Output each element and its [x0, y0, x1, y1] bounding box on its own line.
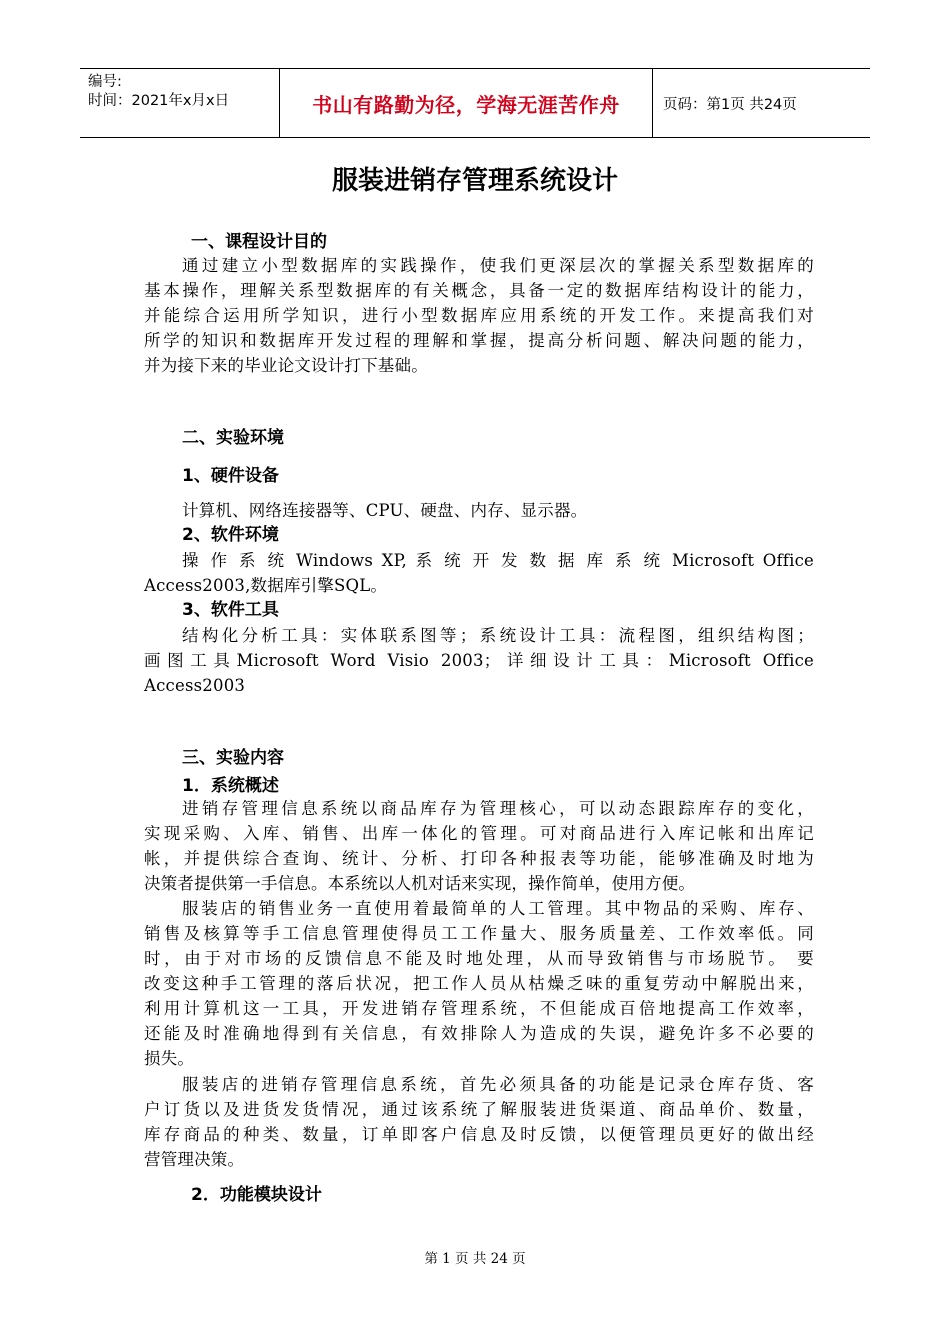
page-footer: 第 1 页 共 24 页: [424, 1251, 526, 1267]
paragraph-line: Access2003: [144, 676, 246, 695]
paragraph-line: 决策者提供第一手信息。本系统以人机对话来实现，操作简单，使用方便。: [144, 874, 696, 893]
subheading-hardware: 1、硬件设备: [182, 466, 279, 486]
paragraph-line: 进销存管理信息系统以商品库存为管理核心，可以动态跟踪库存的变化，: [182, 799, 814, 818]
paragraph-line: 实现采购、入库、销售、出库一体化的管理。可对商品进行入库记帐和出库记: [144, 824, 814, 843]
subheading-modules: 2．功能模块设计: [191, 1185, 322, 1205]
paragraph-line: 通过建立小型数据库的实践操作，使我们更深层次的掌握关系型数据库的: [182, 256, 814, 275]
section-heading-content: 三、实验内容: [182, 748, 284, 768]
document-title: 服装进销存管理系统设计: [331, 166, 618, 196]
paragraph-line: 时，由于对市场的反馈信息不能及时地处理，从而导致销售与市场脱节。 要: [144, 949, 814, 968]
paragraph-line: 并为接下来的毕业论文设计打下基础。: [144, 356, 428, 375]
paragraph-line: 销售及核算等手工信息管理使得员工工作量大、服务质量差、工作效率低。同: [144, 924, 814, 943]
paragraph-line: 库存商品的种类、数量，订单即客户信息及时反馈，以便管理员更好的做出经: [144, 1125, 814, 1144]
header-number-label: 编号:: [88, 74, 122, 90]
subheading-software: 2、软件环境: [182, 525, 279, 545]
paragraph-line: 服装店的进销存管理信息系统，首先必须具备的功能是记录仓库存货、客: [182, 1075, 814, 1094]
subheading-tools: 3、软件工具: [182, 600, 279, 620]
paragraph-line: 计算机、网络连接器等、CPU、硬盘、内存、显示器。: [182, 501, 588, 520]
subheading-overview: 1．系统概述: [182, 776, 279, 796]
paragraph-line: 所学的知识和数据库开发过程的理解和掌握，提高分析问题、解决问题的能力，: [144, 331, 814, 350]
paragraph-line: 利用计算机这一工具，开发进销存管理系统，不但能成百倍地提高工作效率，: [144, 999, 814, 1018]
paragraph-line: 损失。: [144, 1049, 195, 1068]
header-time-label: 时间：2021年x月x日: [88, 93, 230, 109]
header-motto-cell: [280, 69, 653, 137]
paragraph-line: 服装店的销售业务一直使用着最简单的人工管理。其中物品的采购、库存、: [182, 899, 814, 918]
section-heading-purpose: 一、课程设计目的: [191, 232, 327, 252]
header-meta: [80, 69, 280, 137]
paragraph-line: 结构化分析工具：实体联系图等；系统设计工具：流程图，组织结构图；: [182, 626, 814, 645]
paragraph-line: 并能综合运用所学知识，进行小型数据库应用系统的开发工作。来提高我们对: [144, 306, 814, 325]
paragraph-line: 基本操作，理解关系型数据库的有关概念，具备一定的数据库结构设计的能力，: [144, 281, 814, 300]
section-heading-environment: 二、实验环境: [182, 428, 284, 448]
header-page-info: 页码：第1页 共24页: [663, 96, 797, 113]
paragraph-line: Access2003,数据库引擎SQL。: [144, 576, 388, 595]
paragraph-line: 操 作 系 统 Windows XP, 系 统 开 发 数 据 库 系 统 Microsoft Office: [182, 551, 814, 570]
paragraph-line: 营管理决策。: [144, 1150, 245, 1169]
paragraph-line: 改变这种手工管理的落后状况，把工作人员从枯燥乏味的重复劳动中解脱出来，: [144, 974, 814, 993]
paragraph-line: 画图工具Microsoft Word Visio 2003；详细设计工具：Microsoft Office: [144, 651, 814, 670]
header-motto: 书山有路勤为径，学海无涯苦作舟: [312, 92, 620, 117]
paragraph-line: 户订货以及进货发货情况，通过该系统了解服装进货渠道、商品单价、数量，: [144, 1100, 814, 1119]
page-header: [80, 68, 870, 138]
paragraph-line: 帐，并提供综合查询、统计、分析、打印各种报表等功能，能够准确及时地为: [144, 849, 814, 868]
paragraph-line: 还能及时准确地得到有关信息，有效排除人为造成的失误，避免许多不必要的: [144, 1024, 814, 1043]
